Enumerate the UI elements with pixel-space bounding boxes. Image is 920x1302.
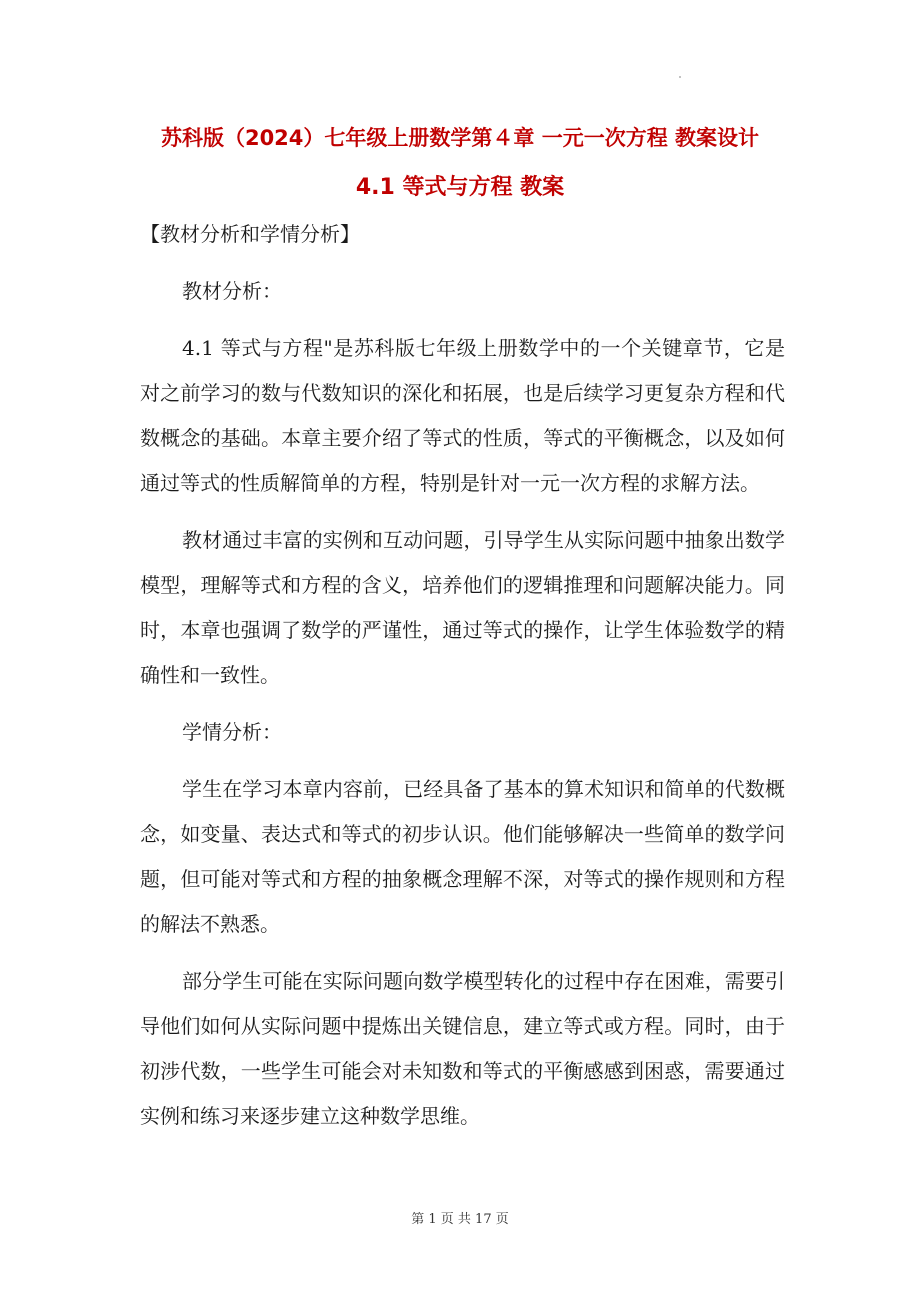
document-subtitle: 4.1 等式与方程 教案 [355,175,565,200]
page-footer: 第 1 页 共 17 页 [411,1212,509,1227]
paragraph-student-analysis-label: 学情分析： [182,720,282,744]
section-heading: 【教材分析和学情分析】 [140,222,360,246]
document-title: 苏科版（2024）七年级上册数学第４章 一元一次方程 教案设计 [160,126,760,150]
paragraph-textbook-analysis-2: 教材通过丰富的实例和互动问题，引导学生从实际问题中抽象出数学模型，理解等式和方程的含义，培养他们的逻辑推理和问题解决能力。同时，本章也强调了数学的严谨性，通过等式的操作，让学生体验数学的精确性和一致性。 [140,528,785,687]
paragraph-textbook-analysis-label: 教材分析： [182,279,282,303]
scan-dot [679,76,681,78]
paragraph-student-analysis-2: 部分学生可能在实际问题向数学模型转化的过程中存在困难，需要引导他们如何从实际问题中提炼出关键信息，建立等式或方程。同时，由于初涉代数，一些学生可能会对未知数和等式的平衡感感到困惑，需要通过实例和练习来逐步建立这种数学思维。 [140,969,785,1128]
paragraph-textbook-analysis-1: 4.1 等式与方程"是苏科版七年级上册数学中的一个关键章节，它是对之前学习的数与代数知识的深化和拓展，也是后续学习更复杂方程和代数概念的基础。本章主要介绍了等式的性质，等式的平衡概念，以及如何通过等式的性质解简单的方程，特别是针对一元一次方程的求解方法。 [140,336,785,495]
document-body [140,212,785,1139]
paragraph-student-analysis-1: 学生在学习本章内容前，已经具备了基本的算术知识和简单的代数概念，如变量、表达式和等式的初步认识。他们能够解决一些简单的数学问题，但可能对等式和方程的抽象概念理解不深，对等式的操作规则和方程的解法不熟悉。 [140,777,785,936]
